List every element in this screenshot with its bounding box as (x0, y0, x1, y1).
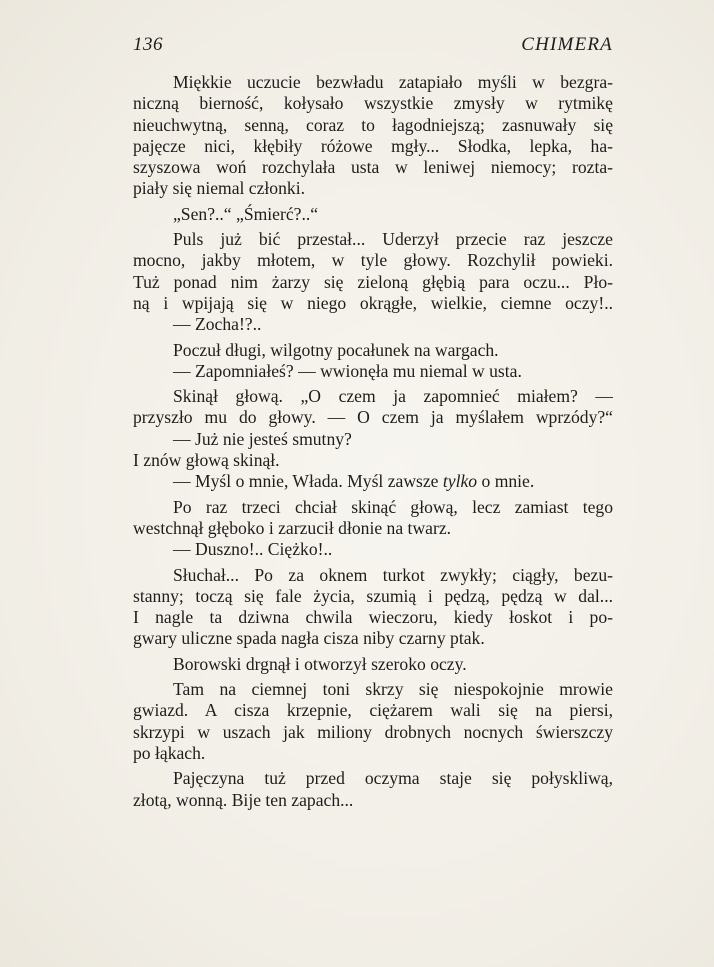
text-line: Skinął głową. „O czem ja zapomnieć miałem? — (173, 386, 613, 407)
text-line: Puls już bić przestał... Uderzył przecie raz jeszcze (173, 229, 613, 250)
text-line: I znów głową skinął. (133, 450, 280, 471)
text-line: nieuchwytną, senną, coraz to łagodniejszą; zasnuwały się (133, 114, 613, 135)
text-line: stanny; toczą się fale życia, szumią i pędzą, pędzą w dal... (133, 585, 613, 606)
text-line: — Duszno!.. Ciężko!.. (173, 539, 333, 560)
text-line: gwary uliczne spada nagła cisza niby czarny ptak. (133, 628, 485, 649)
text-line-with-emphasis (133, 471, 613, 492)
text-line: — Zocha!?.. (173, 314, 262, 335)
text-line: Pajęczyna tuż przed oczyma staje się połyskliwą, (173, 768, 613, 789)
running-head: CHIMERA (521, 34, 613, 55)
text-line: — Zapomniałeś? — wwionęła mu niemal w usta. (173, 360, 522, 381)
text-line: Poczuł długi, wilgotny pocałunek na wargach. (173, 339, 499, 360)
text-line: Tuż ponad nim żarzy się zieloną głębią para oczu... Pło- (133, 271, 613, 292)
text-line: — Myśl o mnie, Włada. Myśl zawsze tylko o mnie. (173, 471, 535, 492)
text-line: westchnął głęboko i zarzucił dłonie na twarz. (133, 517, 452, 538)
text-line: szyszowa woń rozchylała usta w leniwej niemocy; rozta- (133, 157, 613, 178)
text-line: Tam na ciemnej toni skrzy się niespokojnie mrowie (173, 679, 613, 700)
page-number: 136 (133, 34, 163, 55)
text-line: Po raz trzeci chciał skinąć głową, lecz zamiast tego (173, 496, 613, 517)
text-line: Miękkie uczucie bezwładu zatapiało myśli w bezgra- (173, 72, 613, 92)
text-line: I nagle ta dziwna chwila wieczoru, kiedy łoskot i po- (133, 607, 613, 628)
text-line: skrzypi w uszach jak miliony drobnych nocnych świerszczy (133, 721, 613, 742)
text-line: — Już nie jesteś smutny? (173, 428, 352, 449)
text-line: piały się niemal członki. (133, 178, 305, 199)
text-line: Borowski drgnął i otworzył szeroko oczy. (173, 653, 467, 674)
text-line: gwiazd. A cisza krzepnie, ciężarem wali się na piersi, (133, 700, 613, 721)
body-text (133, 72, 613, 811)
text-line: pajęcze nici, kłębiły różowe mgły... Słodka, lepka, ha- (133, 135, 613, 156)
text-line: po łąkach. (133, 742, 206, 763)
text-line: ną i wpijają się w niego okrągłe, wielkie, ciemne oczy!.. (133, 292, 613, 313)
page-header (133, 34, 613, 60)
text-line: „Sen?..“ „Śmierć?..“ (173, 203, 319, 224)
text-line: niczną bierność, kołysało wszystkie zmysły w rytmikę (133, 93, 613, 114)
text-line: przyszło mu do głowy. — O czem ja myślałem wprzódy?“ (133, 407, 613, 428)
text-line: mocno, jakby młotem, w tyle głowy. Rozchylił powieki. (133, 250, 613, 271)
emphasized-word: tylko (442, 471, 478, 492)
text-line: złotą, wonną. Bije ten zapach... (133, 789, 354, 810)
text-line: Słuchał... Po za oknem turkot zwykły; ciągły, bezu- (173, 564, 613, 585)
